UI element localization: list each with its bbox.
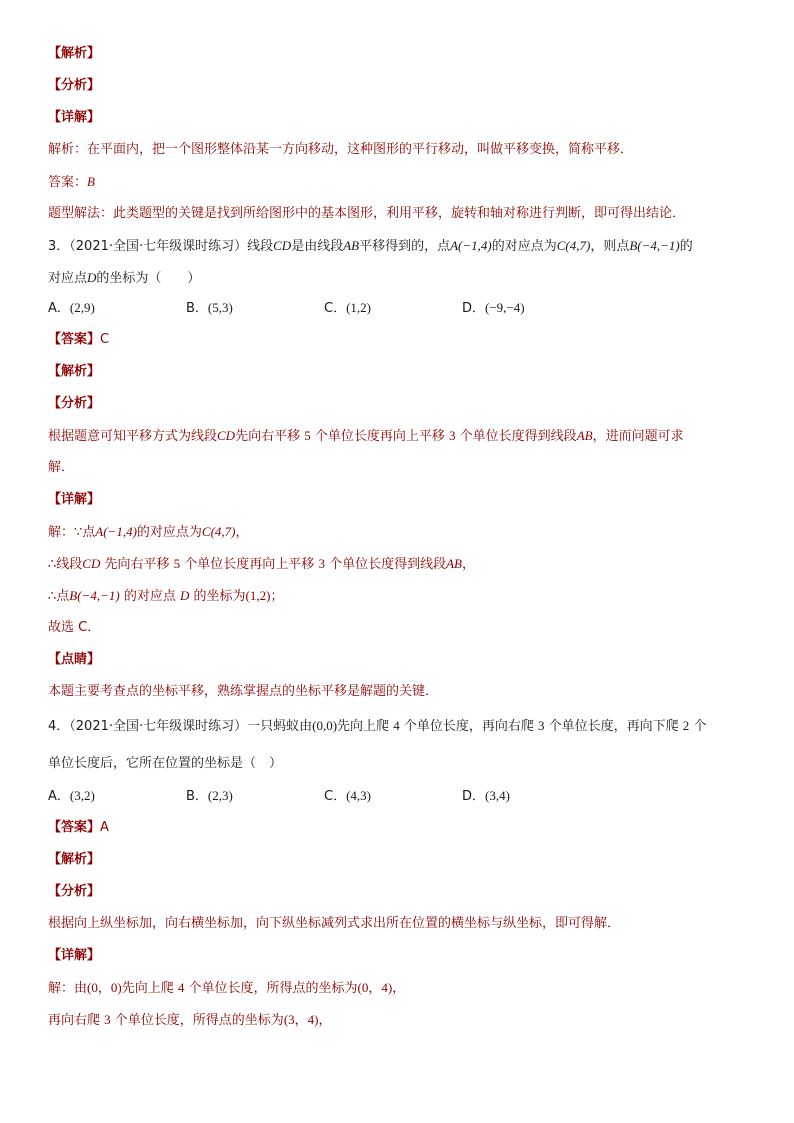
q3-option-b [186, 298, 233, 319]
q3-option-a [48, 298, 95, 319]
section-label-fenxi: 【分析】 [48, 396, 101, 411]
answer-value: A [100, 820, 109, 835]
point-c: C(4,7) [556, 238, 591, 253]
option-value: (3,2) [69, 788, 95, 803]
q3-stem-text: ，则点 [590, 239, 630, 254]
q3-detail-line1 [48, 522, 249, 543]
option-value: (5,3) [207, 300, 233, 315]
option-value: (1,2) [346, 300, 371, 315]
segment-ab: AB [576, 428, 593, 443]
detail-text: 的坐标为 [193, 589, 246, 604]
section-label-daan: 【答案】 [48, 332, 101, 347]
section-label-jiexi: 【解析】 [48, 46, 101, 61]
section-label-xiangjie: 【详解】 [48, 492, 101, 507]
detail-text: 先向上爬 [121, 981, 174, 996]
analysis-text: 根据题意可知平移方式为线段 [48, 429, 218, 444]
option-letter: B． [186, 789, 208, 804]
analysis-text: 个单位长度得到线段 [459, 429, 577, 444]
detail-text: 的对应点 [123, 589, 176, 604]
detail-text: 个单位长度，所得点的坐标为 [188, 981, 358, 996]
q4-detail-line2 [48, 1010, 332, 1031]
section-label-fenxi: 【分析】 [48, 78, 101, 93]
q3-answer [48, 330, 109, 350]
q4-detail-line1 [48, 978, 405, 999]
detail-text: 个单位长度得到线段 [329, 557, 447, 572]
segment-cd: CD [217, 428, 236, 443]
analysis-text: ，进而问题可求 [592, 429, 684, 444]
prev-explanation: 解析：在平面内，把一个图形整体沿某一方向移动，这种图形的平行移动，叫做平移变换，简称平移． [48, 142, 634, 157]
answer-letter: B [87, 174, 95, 189]
detail-text: 的对应点为 [136, 525, 202, 540]
section-label-daan: 【答案】 [48, 820, 101, 835]
number: 4 [393, 718, 400, 733]
q3-option-d [462, 298, 525, 319]
section-label-xiangjie: 【详解】 [48, 948, 101, 963]
q4-stem-text: 个 [693, 719, 707, 734]
q4-option-c [324, 786, 371, 807]
detail-text: 个单位长度再向上平移 [184, 557, 315, 572]
analysis-text: 先向右平移 [235, 429, 301, 444]
detail-text: ， [461, 557, 475, 572]
section-label-jiexi: 【解析】 [48, 852, 101, 867]
q4-stem-text: 4．（2021·全国·七年级课时练习）一只蚂蚁由 [48, 719, 313, 734]
option-letter: C． [324, 789, 347, 804]
detail-text: 解：由 [48, 981, 88, 996]
q3-stem-text: 3．（2021·全国·七年级课时练习）线段 [48, 239, 274, 254]
segment-cd: CD [273, 238, 292, 253]
point-d: D [87, 270, 97, 285]
number: 3 [449, 428, 456, 443]
option-letter: D． [462, 789, 486, 804]
q3-stem-text: 的坐标为（ ） [96, 271, 201, 286]
detail-text: ， [392, 981, 406, 996]
q4-option-a [48, 786, 95, 807]
option-value: (−9,−4) [485, 300, 525, 315]
origin-point: (0,0) [312, 718, 338, 733]
q4-answer [48, 818, 109, 838]
detail-text: ∴线段 [48, 557, 83, 572]
option-value: (3,4) [485, 788, 510, 803]
point-c: C(4,7) [201, 524, 236, 539]
point-d: D [179, 588, 190, 603]
q3-stem-text: 的对应点为 [491, 239, 557, 254]
q3-review: 本题主要考查点的坐标平移，熟练掌握点的坐标平移是解题的关键． [48, 684, 439, 699]
q3-stem-line1 [48, 236, 693, 257]
analysis-text: 个单位长度再向上平移 [314, 429, 445, 444]
detail-text: 解：∵点 [48, 525, 96, 540]
detail-text: 先向右平移 [104, 557, 170, 572]
q3-detail-line3 [48, 586, 283, 607]
number: 3 [538, 718, 545, 733]
q3-stem-text: 对应点 [48, 271, 88, 286]
section-label-xiangjie: 【详解】 [48, 110, 101, 125]
q3-choose: 故选 C． [48, 620, 101, 635]
segment-ab: AB [446, 556, 462, 571]
q3-analysis-line1 [48, 426, 684, 447]
point-a: A(−1,4) [95, 524, 137, 539]
coordinate-value: (3，4) [283, 1012, 319, 1027]
section-label-jiexi: 【解析】 [48, 364, 101, 379]
detail-text: ∴点 [48, 589, 70, 604]
number: 5 [173, 556, 181, 571]
q4-stem-text: 个单位长度，再向下爬 [548, 719, 679, 734]
detail-text: 个单位长度，所得点的坐标为 [114, 1013, 284, 1028]
q4-stem-line2: 单位长度后，它所在位置的坐标是（ ） [48, 756, 283, 771]
answer-value: C [100, 332, 110, 347]
detail-text: 再向右爬 [48, 1013, 101, 1028]
number: 5 [304, 428, 311, 443]
point-b: B(−4,−1) [629, 238, 680, 253]
number: 3 [318, 556, 325, 571]
q4-analysis: 根据向上纵坐标加，向右横坐标加，向下纵坐标减列式求出所在位置的横坐标与纵坐标，即可得解． [48, 916, 621, 931]
q3-stem-text: 平移得到的，点 [359, 239, 451, 254]
option-value: (2,9) [69, 300, 95, 315]
point-b: B(−4,−1) [69, 588, 120, 603]
detail-text: ， [318, 1013, 332, 1028]
number: 4 [177, 980, 185, 995]
segment-cd: CD [82, 556, 101, 571]
number: 3 [104, 1012, 111, 1027]
prev-method: 题型解法：此类题型的关键是找到所给图形中的基本图形，利用平移，旋转和轴对称进行判断，即可得出结论． [48, 206, 686, 221]
point-a: A(−1,4) [450, 238, 492, 253]
q3-stem-text: 的 [679, 239, 693, 254]
coordinate-value: (0，0) [87, 980, 122, 995]
number: 2 [682, 718, 690, 733]
section-label-dianjing: 【点睛】 [48, 652, 101, 667]
q4-option-b [186, 786, 233, 807]
answer-prefix: 答案： [48, 175, 88, 190]
detail-text: ； [270, 589, 284, 604]
q4-stem-text: 先向上爬 [337, 719, 390, 734]
option-letter: C． [324, 301, 347, 316]
q3-stem-text: 是由线段 [291, 239, 344, 254]
section-label-fenxi: 【分析】 [48, 884, 101, 899]
segment-ab: AB [343, 238, 360, 253]
q4-option-d [462, 786, 510, 807]
coordinate-value: (1,2) [245, 588, 271, 603]
option-value: (2,3) [207, 788, 233, 803]
prev-answer [48, 172, 95, 193]
option-letter: D． [462, 301, 486, 316]
q3-stem-line2 [48, 268, 200, 289]
option-letter: A． [48, 789, 70, 804]
option-letter: B． [186, 301, 208, 316]
q3-analysis-line2: 解． [48, 460, 75, 475]
coordinate-value: (0，4) [357, 980, 393, 995]
option-value: (4,3) [346, 788, 371, 803]
q4-stem-text: 个单位长度，再向右爬 [403, 719, 534, 734]
q3-option-c [324, 298, 371, 319]
option-letter: A． [48, 301, 70, 316]
q4-stem-line1 [48, 716, 706, 737]
detail-text: ， [235, 525, 249, 540]
q3-detail-line2 [48, 554, 475, 575]
